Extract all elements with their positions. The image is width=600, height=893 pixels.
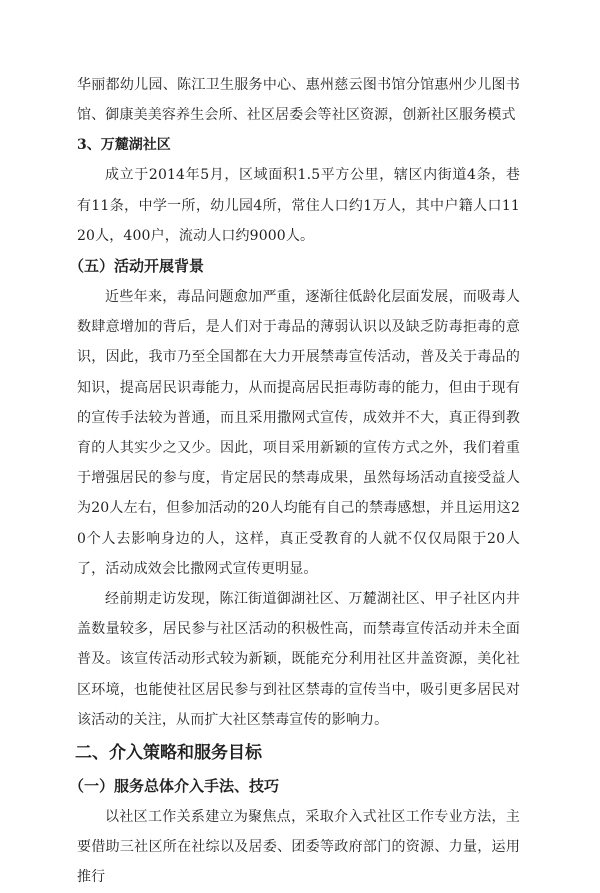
section-5-paragraph-1: 近些年来，毒品问题愈加严重，逐渐往低龄化层面发展，而吸毒人数肆意增加的背后，是人们对于毒品的薄弱认识以及缺乏防毒拒毒的意识，因此，我市乃至全国都在大力开展禁毒宣传活动，普及关于毒品的知识，提高居民识毒能力，从而提高居民拒毒防毒的能力，但由于现有的宣传手法较为普通，而且采用撒网式宣传，成效并不大，真正得到教育的人其实少之又少。因此，项目采用新颖的宣传方式之外，我们着重于增强居民的参与度，肯定居民的禁毒成果，虽然每场活动直接受益人为20人左右，但参加活动的20人均能有自己的禁毒感想，并且运用这20个人去影响身边的人，这样，真正受教育的人就不仅仅局限于20人了，活动成效会比撒网式宣传更明显。 [77, 289, 520, 577]
section-3-paragraph: 成立于2014年5月，区域面积1.5平方公里，辖区内街道4条，巷有11条，中学一所，幼儿园4所，常住人口约1万人，其中户籍人口1120人，400户，流动人口约9000人。 [77, 167, 520, 244]
section-5-heading: （五）活动开展背景 [69, 257, 205, 276]
section-3-heading: 3、万麓湖社区 [77, 137, 171, 154]
document-body [69, 70, 520, 893]
section-5-paragraph-2: 经前期走访发现，陈江街道御湖社区、万麓湖社区、甲子社区内井盖数量较多，居民参与社区活动的积极性高，而禁毒宣传活动并未全面普及。该宣传活动形式较为新颖，既能充分利用社区井盖资源，美化社区环境，也能使社区居民参与到社区禁毒的宣传当中，吸引更多居民对该活动的关注，从而扩大社区禁毒宣传的影响力。 [77, 591, 520, 728]
intro-paragraph: 华丽都幼儿园、陈江卫生服务中心、惠州慈云图书馆分馆惠州少儿图书馆、御康美美容养生会所、社区居委会等社区资源，创新社区服务模式 [77, 77, 520, 124]
chapter-2-heading: 二、介入策略和服务目标 [75, 743, 262, 764]
chapter-2-subsection-1-paragraph: 以社区工作关系建立为聚焦点，采取介入式社区工作专业方法，主要借助三社区所在社综以及居委、团委等政府部门的资源、力量，运用推行 [77, 809, 520, 886]
chapter-2-subsection-1-heading: （一）服务总体介入手法、技巧 [69, 777, 280, 796]
